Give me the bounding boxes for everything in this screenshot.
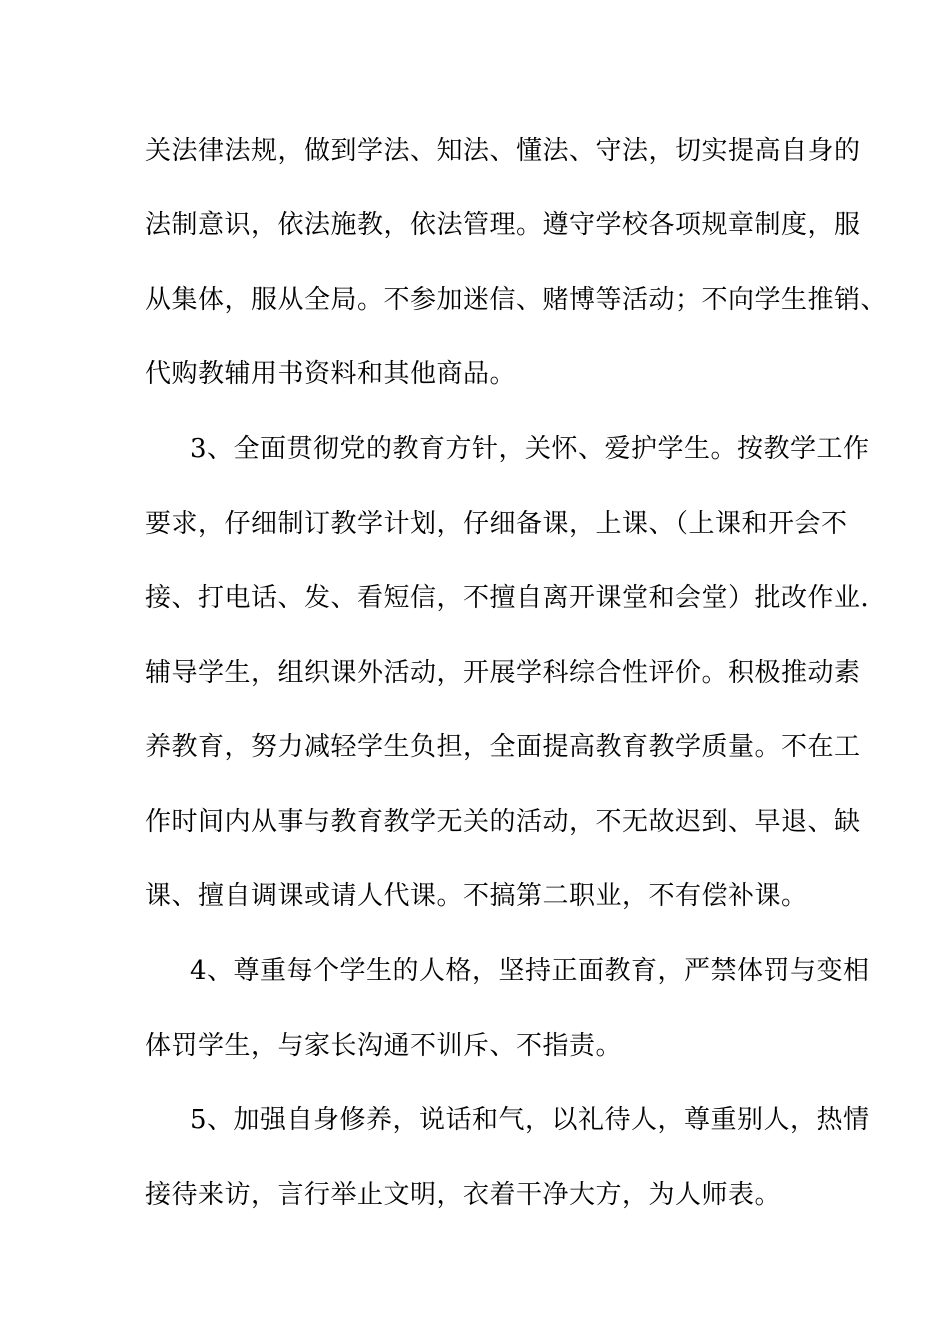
paragraph-4-line-2: 体罚学生，与家长沟通不训斥、不指责。: [145, 1031, 623, 1061]
paragraph-3-line-1: 3、全面贯彻党的教育方针，关怀、爱护学生。按教学工作: [190, 434, 870, 464]
paragraph-3-line-4: 辅导学生，组织课外活动，开展学科综合性评价。积极推动素: [145, 658, 861, 688]
paragraph-3-line-7: 课、擅自调课或请人代课。不搞第二职业，不有偿补课。: [145, 881, 808, 911]
paragraph-3-line-5: 养教育，努力减轻学生负担，全面提高教育教学质量。不在工: [145, 732, 861, 762]
paragraph-3-line-2: 要求，仔细制订教学计划，仔细备课，上课、（上课和开会不: [145, 509, 848, 539]
paragraph-4-line-1: 4、尊重每个学生的人格，坚持正面教育，严禁体罚与变相: [190, 956, 870, 986]
paragraph-5-line-2: 接待来访，言行举止文明，衣着干净大方，为人师表。: [145, 1180, 782, 1210]
text-line-4: 代购教辅用书资料和其他商品。: [145, 359, 517, 389]
paragraph-5-line-1: 5、加强自身修养，说话和气，以礼待人，尊重别人，热情: [190, 1105, 870, 1135]
paragraph-3-line-3: 接、打电话、发、看短信，不擅自离开课堂和会堂）批改作业．: [145, 583, 888, 613]
text-line-3: 从集体，服从全局。不参加迷信、赌博等活动；不向学生推销、: [145, 285, 888, 315]
paragraph-3-line-6: 作时间内从事与教育教学无关的活动，不无故迟到、早退、缺: [145, 807, 861, 837]
text-line-1: 关法律法规，做到学法、知法、懂法、守法，切实提高自身的: [145, 136, 861, 166]
text-line-2: 法制意识，依法施教，依法管理。遵守学校各项规章制度，服: [145, 210, 861, 240]
